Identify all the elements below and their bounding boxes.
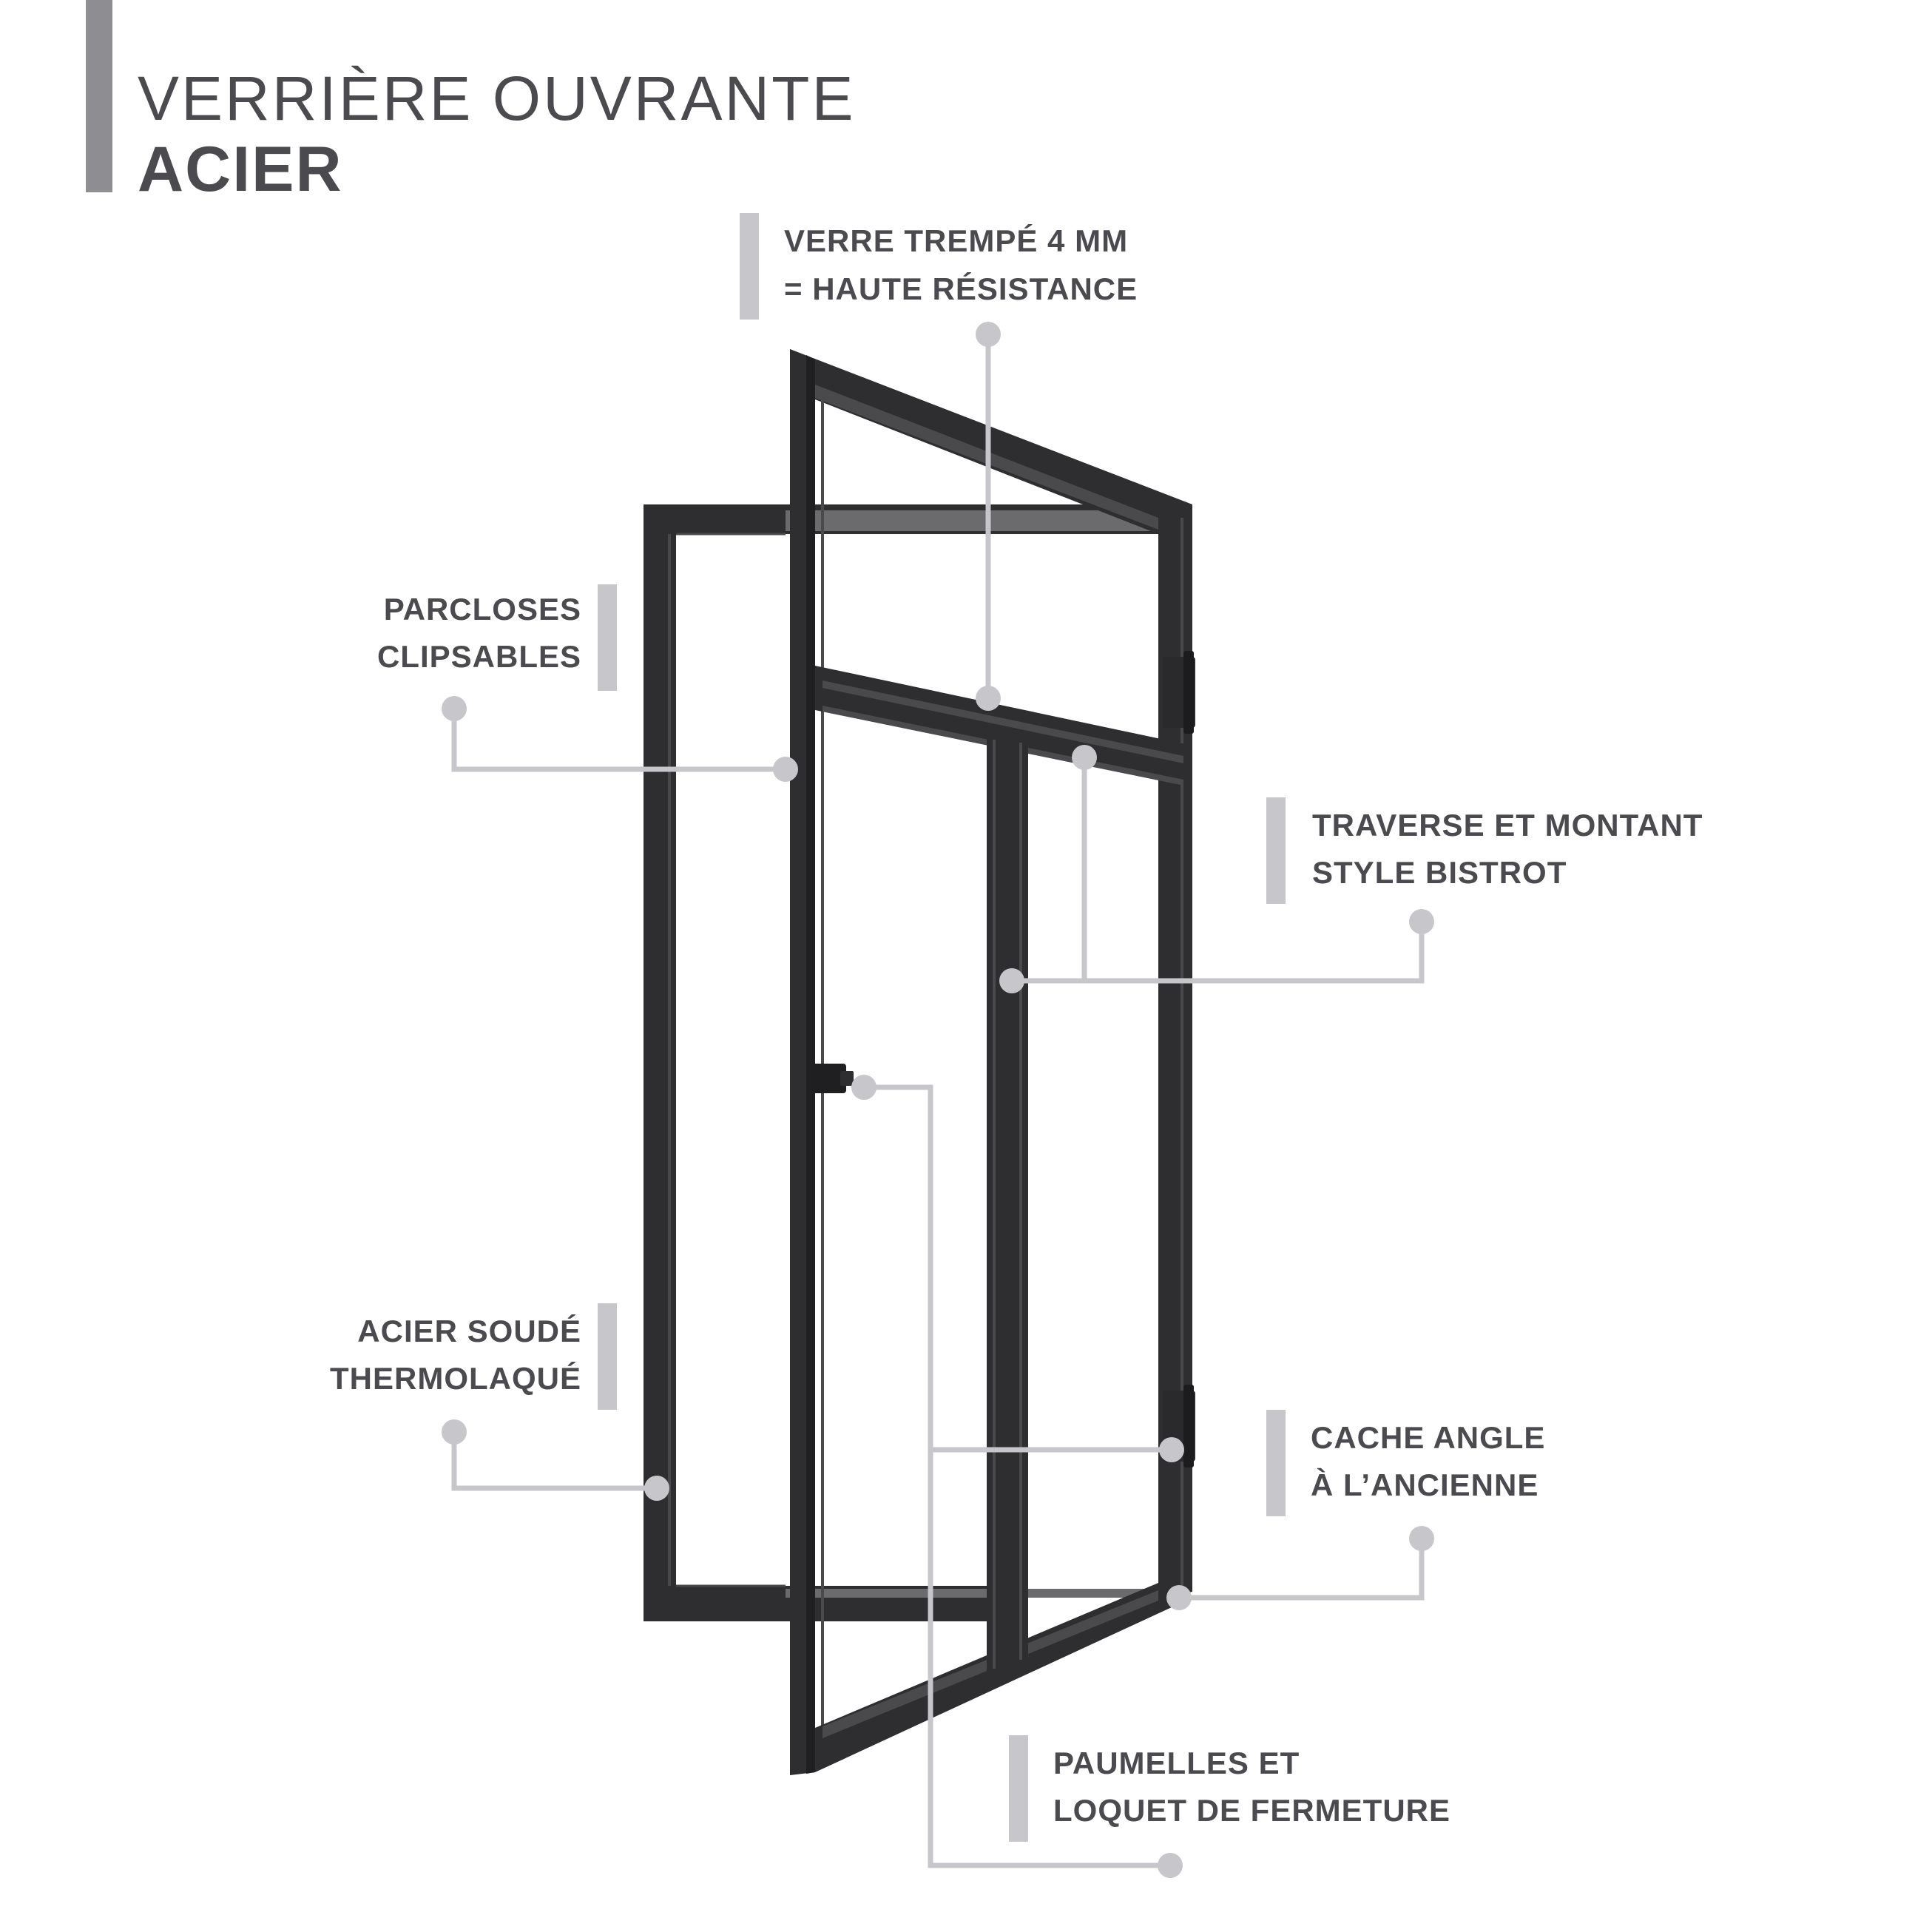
page-title-line2: ACIER (138, 134, 343, 205)
callout-glass (784, 223, 1138, 306)
callout-corner-cover-line1: CACHE ANGLE (1311, 1420, 1546, 1455)
callout-mullion (1312, 808, 1703, 890)
callout-glazing-beads-line2: CLIPSABLES (376, 639, 581, 674)
callout-glass-line2 (784, 271, 1138, 306)
callout-glazing-beads-line1: PARCLOSES (383, 592, 581, 626)
title-accent-bar (86, 0, 112, 192)
callout-glazing-beads (377, 592, 581, 674)
callout-glass-line2-bold: HAUTE RÉSISTANCE (812, 271, 1138, 306)
page-title-line1: VERRIÈRE OUVRANTE (138, 64, 856, 133)
callout-welded-steel-line2: THERMOLAQUÉ (330, 1361, 581, 1396)
callout-glass-line1: VERRE TREMPÉ 4 MM (784, 223, 1129, 258)
callout-welded-steel-line1: ACIER SOUDÉ (357, 1314, 581, 1348)
callout-lines (454, 334, 1422, 1865)
latch-icon (812, 1064, 854, 1093)
callout-dots (442, 322, 1434, 1878)
callout-corner-cover-line2: À L’ANCIENNE (1311, 1467, 1539, 1502)
fixed-frame (644, 504, 1192, 1621)
callout-hinges (1053, 1746, 1450, 1828)
door-leaf (790, 349, 1192, 1775)
callout-hinges-line2: LOQUET DE FERMETURE (1053, 1793, 1451, 1828)
callout-hinges-line1: PAUMELLES ET (1053, 1746, 1300, 1780)
callout-mullion-line2: STYLE BISTROT (1312, 855, 1567, 890)
callout-mullion-line1: TRAVERSE ET MONTANT (1312, 808, 1703, 842)
callout-corner-cover (1311, 1420, 1545, 1502)
callout-welded-steel (330, 1314, 581, 1396)
callout-glass-line2-prefix: = (784, 271, 813, 306)
